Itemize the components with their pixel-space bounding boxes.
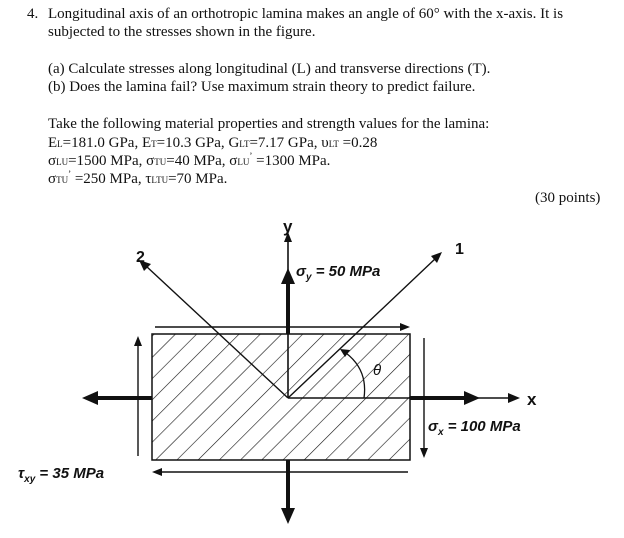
axis-y-label: y	[283, 217, 293, 236]
shear-bottom-arrowhead	[152, 468, 162, 476]
tltu-subscript: LTU	[151, 175, 169, 185]
shear-left-arrowhead	[134, 336, 142, 346]
stu-symbol: σ	[146, 153, 155, 169]
stu-subscript: TU	[154, 157, 167, 167]
points-label: (30 points)	[535, 190, 601, 206]
shear-right-arrowhead	[420, 448, 428, 458]
intro-line-2: subjected to the stresses shown in the figure.	[48, 24, 316, 40]
sigma-x-label: $\sigma_x = 100$ MPa	[428, 418, 521, 438]
et-symbol: E	[141, 135, 152, 151]
stu-prime-subscript: TU	[56, 175, 69, 185]
tltu-symbol: τ	[145, 171, 152, 187]
slu-subscript: LU	[56, 157, 69, 167]
stu-prime-mark: ’	[68, 169, 72, 179]
nu-subscript: LT	[328, 139, 339, 149]
sigma-x-right-arrowhead	[464, 391, 480, 405]
stu-prime-value: =250 MPa,	[71, 171, 146, 187]
glt-subscript: LT	[239, 139, 250, 149]
nu-symbol: υ	[321, 135, 329, 151]
glt-value: =7.17 GPa,	[249, 135, 322, 151]
axis-1-label: 1	[455, 241, 464, 258]
part-a: (a) Calculate stresses along longitudinal (L) and transverse directions (T).	[48, 61, 491, 77]
sigma-y-label: $\sigma_y = 50$ MPa	[296, 263, 381, 283]
et-value: =10.3 GPa,	[156, 135, 229, 151]
part-b: (b) Does the lamina fail? Use maximum strain theory to predict failure.	[48, 79, 476, 95]
axis-x-label: x	[527, 390, 537, 409]
et-subscript: T	[151, 139, 157, 149]
sigma-y-bottom-arrowhead	[281, 508, 295, 524]
tltu-value: =70 MPa.	[168, 171, 228, 187]
el-subscript: L	[57, 139, 63, 149]
nu-value: =0.28	[338, 135, 378, 151]
theta-label: θ	[373, 362, 382, 379]
stu-value: =40 MPa,	[166, 153, 230, 169]
slu-prime-value: =1300 MPa.	[252, 153, 331, 169]
tau-xy-label: $\tau_{xy} = 35$ MPa	[18, 465, 105, 485]
intro-line-1: Longitudinal axis of an orthotropic lamina makes an angle of 60° with the x-axis. It is	[48, 6, 564, 22]
lamina-plate	[152, 334, 410, 460]
glt-symbol: G	[228, 135, 240, 151]
el-symbol: E	[48, 135, 58, 151]
slu-prime-symbol: σ	[229, 153, 238, 169]
axis-2-label: 2	[136, 249, 145, 266]
el-value: =181.0 GPa,	[62, 135, 142, 151]
sigma-y-top-arrowhead	[281, 268, 295, 284]
stu-prime-symbol: σ	[48, 171, 57, 187]
shear-top-arrowhead	[400, 323, 410, 331]
slu-prime-subscript: LU	[237, 157, 250, 167]
sigma-x-left-arrowhead	[82, 391, 98, 405]
slu-value: =1500 MPa,	[68, 153, 147, 169]
slu-symbol: σ	[48, 153, 57, 169]
problem-number: 4.	[27, 6, 39, 22]
x-axis-arrowhead	[508, 393, 520, 403]
properties-intro: Take the following material properties and strength values for the lamina:	[48, 116, 490, 132]
slu-prime-mark: ’	[249, 151, 253, 161]
